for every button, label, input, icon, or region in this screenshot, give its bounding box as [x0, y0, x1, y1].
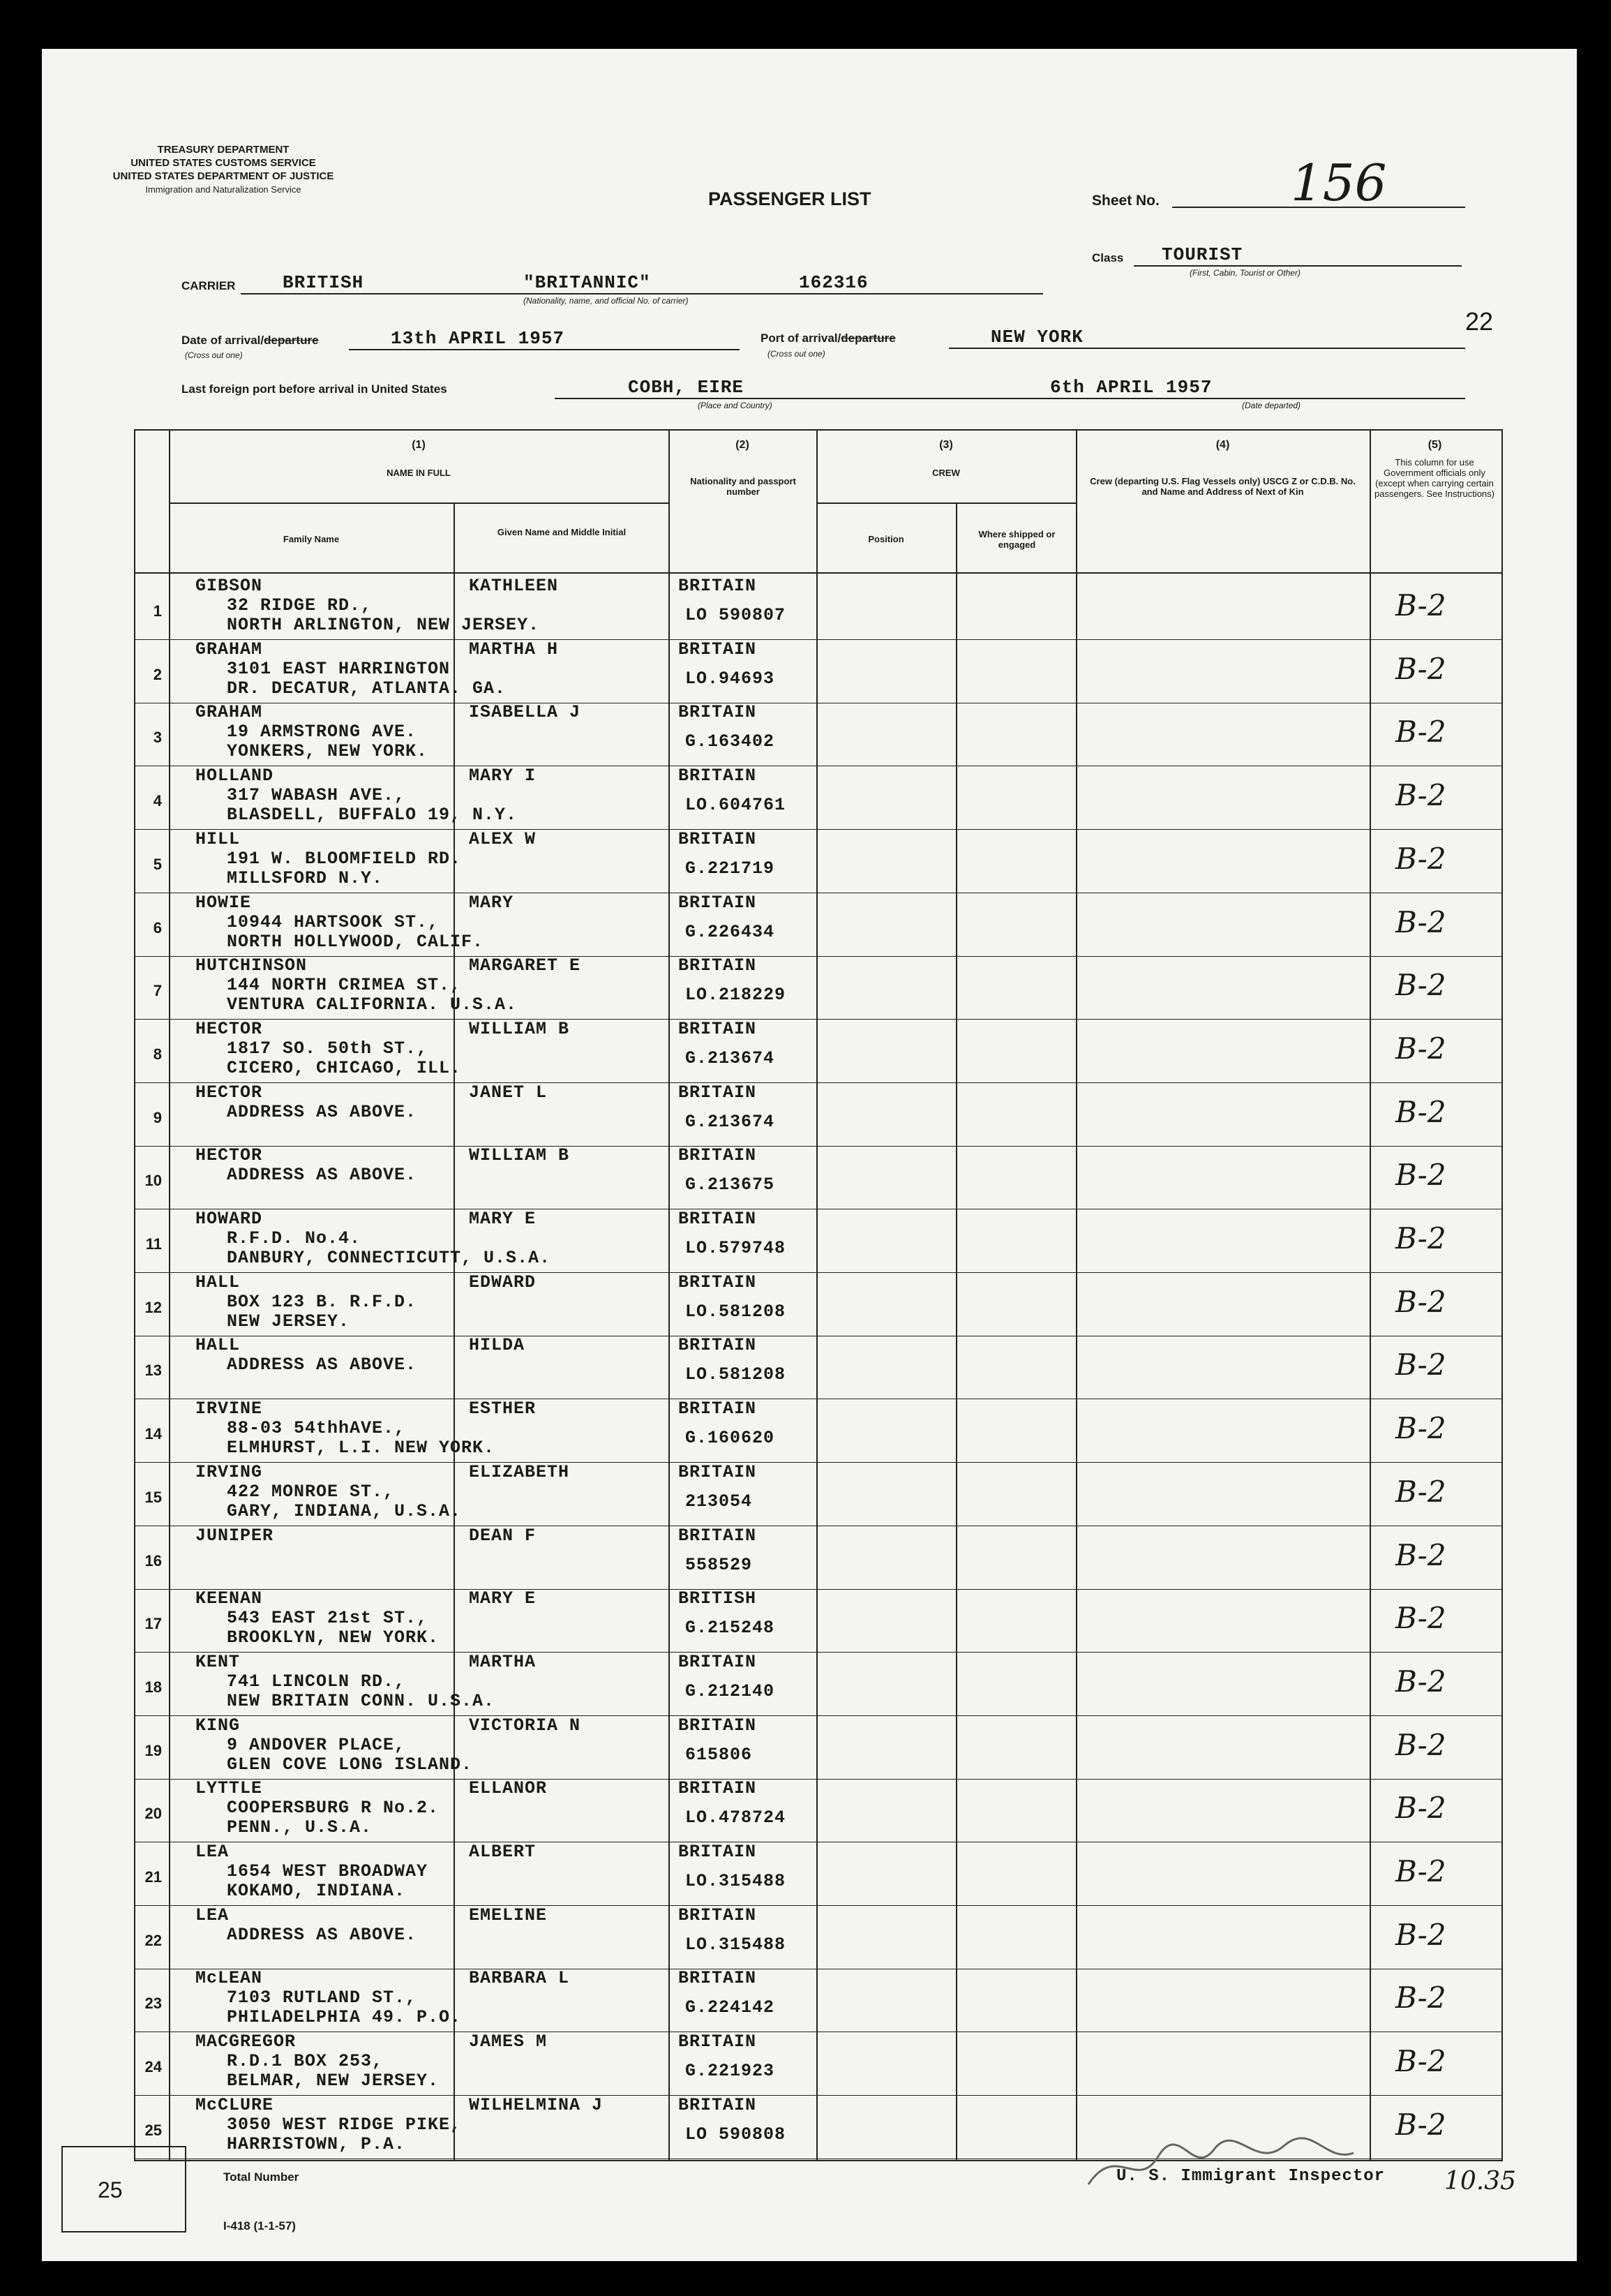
nationality: BRITAIN: [678, 1399, 757, 1419]
given-name: EMELINE: [469, 1905, 548, 1925]
agency-block: [70, 143, 377, 196]
address-line-1: 1654 WEST BROADWAY: [227, 1861, 428, 1881]
departure-struck-label: departure: [264, 334, 319, 347]
nationality: BRITAIN: [678, 955, 757, 976]
visa-class-mark: B-2: [1395, 1031, 1446, 1066]
form-id: I-418 (1-1-57): [223, 2219, 296, 2232]
address-line-2: DANBURY, CONNECTICUTT, U.S.A.: [227, 1248, 551, 1268]
col4-header: Crew (departing U.S. Flag Vessels only) USCG Z or C.D.B. No. and Name and Address of Next of Kin: [1090, 476, 1356, 497]
given-name: WILLIAM B: [469, 1145, 570, 1165]
row-number: 5: [153, 856, 162, 873]
family-name: HALL: [195, 1272, 241, 1292]
passenger-list-sheet: [42, 49, 1577, 2261]
row-number: 24: [144, 2058, 162, 2075]
given-name: HILDA: [469, 1335, 525, 1355]
address-line-2: PHILADELPHIA 49. P.O.: [227, 2007, 462, 2027]
given-name: ALEX W: [469, 829, 537, 849]
table-row: [42, 1778, 1577, 1842]
row-number: 16: [144, 1552, 162, 1570]
col2-number: (2): [735, 439, 749, 451]
row-number: 21: [144, 1868, 162, 1886]
row-number: 3: [153, 729, 162, 746]
row-number: 2: [153, 666, 162, 683]
last-port-label: Last foreign port before arrival in United States: [181, 382, 447, 396]
port-arrival-label: Port of arrival/: [760, 331, 841, 345]
arrival-label: Date of arrival/: [181, 334, 264, 347]
visa-class-mark: B-2: [1395, 652, 1446, 686]
carrier-nationality: BRITISH: [283, 272, 364, 293]
table-row: [42, 1019, 1577, 1082]
address-line-2: VENTURA CALIFORNIA. U.S.A.: [227, 994, 518, 1015]
passport-number: G.226434: [685, 922, 775, 942]
table-row: [42, 829, 1577, 893]
given-name: VICTORIA N: [469, 1715, 581, 1736]
address-line-2: MILLSFORD N.Y.: [227, 868, 384, 888]
family-name: KENT: [195, 1652, 241, 1672]
agency-line: UNITED STATES DEPARTMENT OF JUSTICE: [112, 170, 334, 182]
table-row: [42, 1399, 1577, 1462]
passport-number: G.221923: [685, 2061, 775, 2081]
address-line-1: 741 LINCOLN RD.,: [227, 1671, 406, 1692]
total-number-label: Total Number: [223, 2170, 299, 2184]
nationality: BRITAIN: [678, 1335, 757, 1355]
family-name: HECTOR: [195, 1082, 263, 1103]
visa-class-mark: B-2: [1395, 588, 1446, 623]
address-line-2: DR. DECATUR, ATLANTA. GA.: [227, 678, 507, 699]
family-name: HOWARD: [195, 1209, 263, 1229]
nationality: BRITAIN: [678, 702, 757, 722]
arrival-port-label: [760, 331, 896, 345]
row-number: 12: [144, 1299, 162, 1316]
family-name: IRVING: [195, 1462, 263, 1482]
address-line-1: 32 RIDGE RD.,: [227, 595, 373, 616]
address-line-2: NEW JERSEY.: [227, 1311, 350, 1332]
address-line-2: YONKERS, NEW YORK.: [227, 741, 428, 761]
crew-header: CREW: [932, 468, 960, 478]
address-line-2: ELMHURST, L.I. NEW YORK.: [227, 1438, 495, 1458]
passport-number: G.213674: [685, 1048, 775, 1068]
table-row: [42, 893, 1577, 956]
address-line-2: GARY, INDIANA, U.S.A.: [227, 1501, 462, 1521]
table-row: [42, 1526, 1577, 1589]
nationality: BRITAIN: [678, 1209, 757, 1229]
visa-class-mark: B-2: [1395, 715, 1446, 749]
nationality: BRITAIN: [678, 829, 757, 849]
passport-number: G.215248: [685, 1618, 775, 1638]
table-row: [42, 1588, 1577, 1652]
sheet-no-label: Sheet No.: [1092, 193, 1160, 209]
address-line-1: 317 WABASH AVE.,: [227, 785, 406, 805]
family-name: GRAHAM: [195, 702, 263, 722]
row-number: 15: [144, 1489, 162, 1506]
passport-number: G.221719: [685, 858, 775, 879]
address-line-1: ADDRESS AS ABOVE.: [227, 1355, 417, 1375]
table-row: [42, 1842, 1577, 1905]
given-name: ELLANOR: [469, 1778, 548, 1798]
agency-line: TREASURY DEPARTMENT: [157, 144, 290, 156]
nationality: BRITAIN: [678, 1462, 757, 1482]
address-line-2: HARRISTOWN, P.A.: [227, 2134, 406, 2154]
sheet-no-value: 156: [1291, 154, 1387, 212]
address-line-1: 1817 SO. 50th ST.,: [227, 1038, 428, 1059]
row-number: 8: [153, 1045, 162, 1063]
last-port-caption: (Place and Country): [698, 401, 772, 410]
given-name: KATHLEEN: [469, 576, 559, 596]
given-name: WILHELMINA J: [469, 2095, 604, 2115]
address-line-2: GLEN COVE LONG ISLAND.: [227, 1754, 473, 1775]
shipped-header: Where shipped or engaged: [978, 529, 1056, 550]
address-line-1: BOX 123 B. R.F.D.: [227, 1292, 417, 1312]
last-port-value: COBH, EIRE: [628, 377, 744, 398]
row-number: 9: [153, 1109, 162, 1126]
family-name: HECTOR: [195, 1145, 263, 1165]
visa-class-mark: B-2: [1395, 1601, 1446, 1635]
class-value: TOURIST: [1162, 244, 1243, 265]
given-name: ESTHER: [469, 1399, 537, 1419]
given-name: MARTHA: [469, 1652, 537, 1672]
address-line-1: 422 MONROE ST.,: [227, 1482, 395, 1502]
family-name: HALL: [195, 1335, 241, 1355]
visa-class-mark: B-2: [1395, 842, 1446, 876]
address-line-2: BROOKLYN, NEW YORK.: [227, 1627, 440, 1648]
visa-class-mark: B-2: [1395, 1285, 1446, 1319]
passport-number: G.160620: [685, 1428, 775, 1448]
given-name: BARBARA L: [469, 1968, 570, 1988]
row-number: 17: [144, 1615, 162, 1632]
address-line-2: KOKAMO, INDIANA.: [227, 1881, 406, 1901]
visa-class-mark: B-2: [1395, 1475, 1446, 1509]
address-line-1: ADDRESS AS ABOVE.: [227, 1102, 417, 1122]
passport-number: LO.478724: [685, 1807, 786, 1828]
passport-number: 213054: [685, 1491, 753, 1512]
table-row: [42, 702, 1577, 766]
given-name: MARTHA H: [469, 639, 559, 659]
row-number: 10: [144, 1172, 162, 1189]
visa-class-mark: B-2: [1395, 1095, 1446, 1129]
table-row: [42, 1905, 1577, 1969]
row-number: 23: [144, 1995, 162, 2012]
address-line-1: 19 ARMSTRONG AVE.: [227, 722, 417, 742]
address-line-1: 88-03 54thhAVE.,: [227, 1418, 406, 1438]
address-line-2: CICERO, CHICAGO, ILL.: [227, 1058, 462, 1078]
col5-number: (5): [1428, 439, 1442, 451]
address-line-2: BELMAR, NEW JERSEY.: [227, 2071, 440, 2091]
nationality: BRITAIN: [678, 1145, 757, 1165]
table-row: [42, 766, 1577, 829]
given-name: EDWARD: [469, 1272, 537, 1292]
table-row: [42, 1272, 1577, 1336]
given-name: JAMES M: [469, 2032, 548, 2052]
port-departure-struck-label: departure: [841, 331, 896, 345]
row-number: 6: [153, 919, 162, 937]
agency-line: Immigration and Naturalization Service: [145, 184, 301, 195]
inspector-label: U. S. Immigrant Inspector: [1116, 2167, 1386, 2186]
passport-number: G.163402: [685, 731, 775, 752]
table-row: [42, 1652, 1577, 1715]
carrier-caption: (Nationality, name, and official No. of carrier): [523, 296, 689, 306]
row-number: 4: [153, 792, 162, 810]
passport-number: LO.315488: [685, 1871, 786, 1891]
passport-number: LO.315488: [685, 1935, 786, 1955]
row-number: 1: [153, 602, 162, 620]
visa-class-mark: B-2: [1395, 1158, 1446, 1192]
address-line-1: 3101 EAST HARRINGTON: [227, 659, 451, 679]
passport-number: 615806: [685, 1745, 753, 1765]
nationality: BRITAIN: [678, 1652, 757, 1672]
row-number: 25: [144, 2122, 162, 2139]
passport-number: LO 590807: [685, 605, 786, 625]
family-name: HILL: [195, 829, 241, 849]
table-row: [42, 1145, 1577, 1209]
given-name-header: Given Name and Middle Initial: [497, 527, 627, 537]
visa-class-mark: B-2: [1395, 1728, 1446, 1762]
passport-number: LO.581208: [685, 1302, 786, 1322]
passport-number: LO.94693: [685, 669, 775, 689]
family-name: LEA: [195, 1905, 230, 1925]
nationality-header: Nationality and passport number: [690, 476, 796, 497]
visa-class-mark: B-2: [1395, 1538, 1446, 1572]
address-line-2: NORTH HOLLYWOOD, CALIF.: [227, 932, 484, 952]
given-name: ISABELLA J: [469, 702, 581, 722]
family-name: IRVINE: [195, 1399, 263, 1419]
table-row: [42, 1082, 1577, 1146]
address-line-1: R.F.D. No.4.: [227, 1228, 361, 1248]
nationality: BRITAIN: [678, 2095, 757, 2115]
visa-class-mark: B-2: [1395, 1854, 1446, 1888]
visa-class-mark: B-2: [1395, 1981, 1446, 2015]
table-row: [42, 1462, 1577, 1526]
given-name: ELIZABETH: [469, 1462, 570, 1482]
row-number: 11: [145, 1235, 162, 1253]
carrier-label: CARRIER: [181, 279, 236, 292]
arrival-port-value: NEW YORK: [991, 327, 1084, 348]
family-name: LEA: [195, 1842, 230, 1862]
passport-number: LO.581208: [685, 1364, 786, 1385]
given-name: ALBERT: [469, 1842, 537, 1862]
table-row: [42, 576, 1577, 639]
given-name: MARY E: [469, 1588, 537, 1609]
passport-number: LO 590808: [685, 2124, 786, 2145]
address-line-2: BLASDELL, BUFFALO 19, N.Y.: [227, 805, 518, 825]
row-number: 7: [153, 982, 162, 999]
nationality: BRITAIN: [678, 1082, 757, 1103]
nationality: BRITAIN: [678, 1526, 757, 1546]
passport-number: LO.218229: [685, 985, 786, 1005]
inspector-signature: [1074, 2129, 1368, 2205]
given-name: WILLIAM B: [469, 1019, 570, 1039]
table-row: [42, 1715, 1577, 1779]
family-name: GIBSON: [195, 576, 263, 596]
nationality: BRITAIN: [678, 766, 757, 786]
visa-class-mark: B-2: [1395, 778, 1446, 812]
arrival-date-label: [181, 334, 319, 348]
inspector-number: 10.35: [1444, 2167, 1517, 2196]
nationality: BRITAIN: [678, 1019, 757, 1039]
col4-number: (4): [1215, 439, 1230, 451]
table-row: [42, 2032, 1577, 2095]
nationality: BRITAIN: [678, 576, 757, 596]
page-mark: 22: [1465, 307, 1494, 336]
row-number: 13: [144, 1362, 162, 1379]
nationality: BRITAIN: [678, 1905, 757, 1925]
row-number: 22: [144, 1932, 162, 1949]
given-name: DEAN F: [469, 1526, 537, 1546]
address-line-1: 3050 WEST RIDGE PIKE,: [227, 2115, 462, 2135]
col1-title: NAME IN FULL: [387, 468, 451, 478]
row-number: 14: [144, 1425, 162, 1443]
family-name: HOLLAND: [195, 766, 274, 786]
departed-date-value: 6th APRIL 1957: [1050, 377, 1213, 398]
visa-class-mark: B-2: [1395, 1221, 1446, 1255]
visa-class-mark: B-2: [1395, 905, 1446, 939]
nationality: BRITAIN: [678, 1968, 757, 1988]
row-number: 19: [144, 1742, 162, 1759]
passport-number: G.213675: [685, 1175, 775, 1195]
visa-class-mark: B-2: [1395, 1664, 1446, 1699]
visa-class-mark: B-2: [1395, 2044, 1446, 2078]
family-name: McLEAN: [195, 1968, 263, 1988]
total-number-value: 25: [98, 2177, 123, 2202]
arrival-date-caption: (Cross out one): [185, 350, 243, 360]
given-name: JANET L: [469, 1082, 548, 1103]
total-box: [61, 2146, 186, 2232]
family-name: HECTOR: [195, 1019, 263, 1039]
visa-class-mark: B-2: [1395, 968, 1446, 1002]
departed-date-caption: (Date departed): [1242, 401, 1301, 410]
passport-number: G.213674: [685, 1112, 775, 1132]
row-number: 20: [144, 1805, 162, 1822]
arrival-port-caption: (Cross out one): [767, 349, 825, 359]
carrier-number: 162316: [799, 272, 869, 293]
table-row: [42, 1209, 1577, 1272]
address-line-1: 543 EAST 21st ST.,: [227, 1608, 428, 1628]
given-name: MARY: [469, 893, 514, 913]
address-line-2: NORTH ARLINGTON, NEW JERSEY.: [227, 615, 540, 635]
family-name: HUTCHINSON: [195, 955, 308, 976]
col1-number: (1): [412, 439, 426, 451]
given-name: MARY E: [469, 1209, 537, 1229]
visa-class-mark: B-2: [1395, 1918, 1446, 1952]
family-name: GRAHAM: [195, 639, 263, 659]
address-line-1: 7103 RUTLAND ST.,: [227, 1988, 417, 2008]
nationality: BRITAIN: [678, 893, 757, 913]
given-name: MARGARET E: [469, 955, 581, 976]
nationality: BRITAIN: [678, 639, 757, 659]
address-line-1: 9 ANDOVER PLACE,: [227, 1735, 406, 1755]
passport-number: G.212140: [685, 1681, 775, 1701]
agency-line: UNITED STATES CUSTOMS SERVICE: [130, 157, 316, 169]
visa-class-mark: B-2: [1395, 1348, 1446, 1382]
nationality: BRITAIN: [678, 1778, 757, 1798]
arrival-date-value: 13th APRIL 1957: [391, 328, 565, 349]
passport-number: G.224142: [685, 1997, 775, 2018]
family-name: JUNIPER: [195, 1526, 274, 1546]
passport-number: LO.604761: [685, 795, 786, 815]
col3-number: (3): [939, 439, 953, 451]
family-name: LYTTLE: [195, 1778, 263, 1798]
family-name: MACGREGOR: [195, 2032, 297, 2052]
passport-number: LO.579748: [685, 1238, 786, 1258]
family-name: KEENAN: [195, 1588, 263, 1609]
carrier-name: "BRITANNIC": [523, 272, 651, 293]
given-name: MARY I: [469, 766, 537, 786]
visa-class-mark: B-2: [1395, 2108, 1446, 2142]
nationality: BRITAIN: [678, 2032, 757, 2052]
class-label: Class: [1092, 251, 1124, 264]
address-line-1: 144 NORTH CRIMEA ST.,: [227, 975, 462, 995]
address-line-1: R.D.1 BOX 253,: [227, 2051, 384, 2071]
nationality: BRITAIN: [678, 1272, 757, 1292]
table-row: [42, 1335, 1577, 1399]
table-row: [42, 955, 1577, 1019]
family-name: McCLURE: [195, 2095, 274, 2115]
family-name-header: Family Name: [283, 534, 340, 544]
row-number: 18: [144, 1678, 162, 1696]
visa-class-mark: B-2: [1395, 1791, 1446, 1825]
page-title: PASSENGER LIST: [708, 188, 871, 209]
table-row: [42, 1968, 1577, 2032]
address-line-1: 10944 HARTSOOK ST.,: [227, 912, 440, 932]
address-line-1: 191 W. BLOOMFIELD RD.: [227, 849, 462, 869]
address-line-1: COOPERSBURG R No.2.: [227, 1798, 440, 1818]
visa-class-mark: B-2: [1395, 1411, 1446, 1445]
address-line-1: ADDRESS AS ABOVE.: [227, 1925, 417, 1945]
position-header: Position: [868, 534, 904, 544]
class-caption: (First, Cabin, Tourist or Other): [1190, 268, 1301, 278]
col5-header: This column for use Government officials only (except when carrying certain passengers. See Instructions): [1374, 457, 1494, 499]
family-name: KING: [195, 1715, 241, 1736]
address-line-2: PENN., U.S.A.: [227, 1817, 373, 1837]
nationality: BRITAIN: [678, 1715, 757, 1736]
family-name: HOWIE: [195, 893, 252, 913]
nationality: BRITAIN: [678, 1842, 757, 1862]
address-line-2: NEW BRITAIN CONN. U.S.A.: [227, 1691, 495, 1711]
address-line-1: ADDRESS AS ABOVE.: [227, 1165, 417, 1185]
table-row: [42, 639, 1577, 703]
passport-number: 558529: [685, 1555, 753, 1575]
nationality: BRITISH: [678, 1588, 757, 1609]
